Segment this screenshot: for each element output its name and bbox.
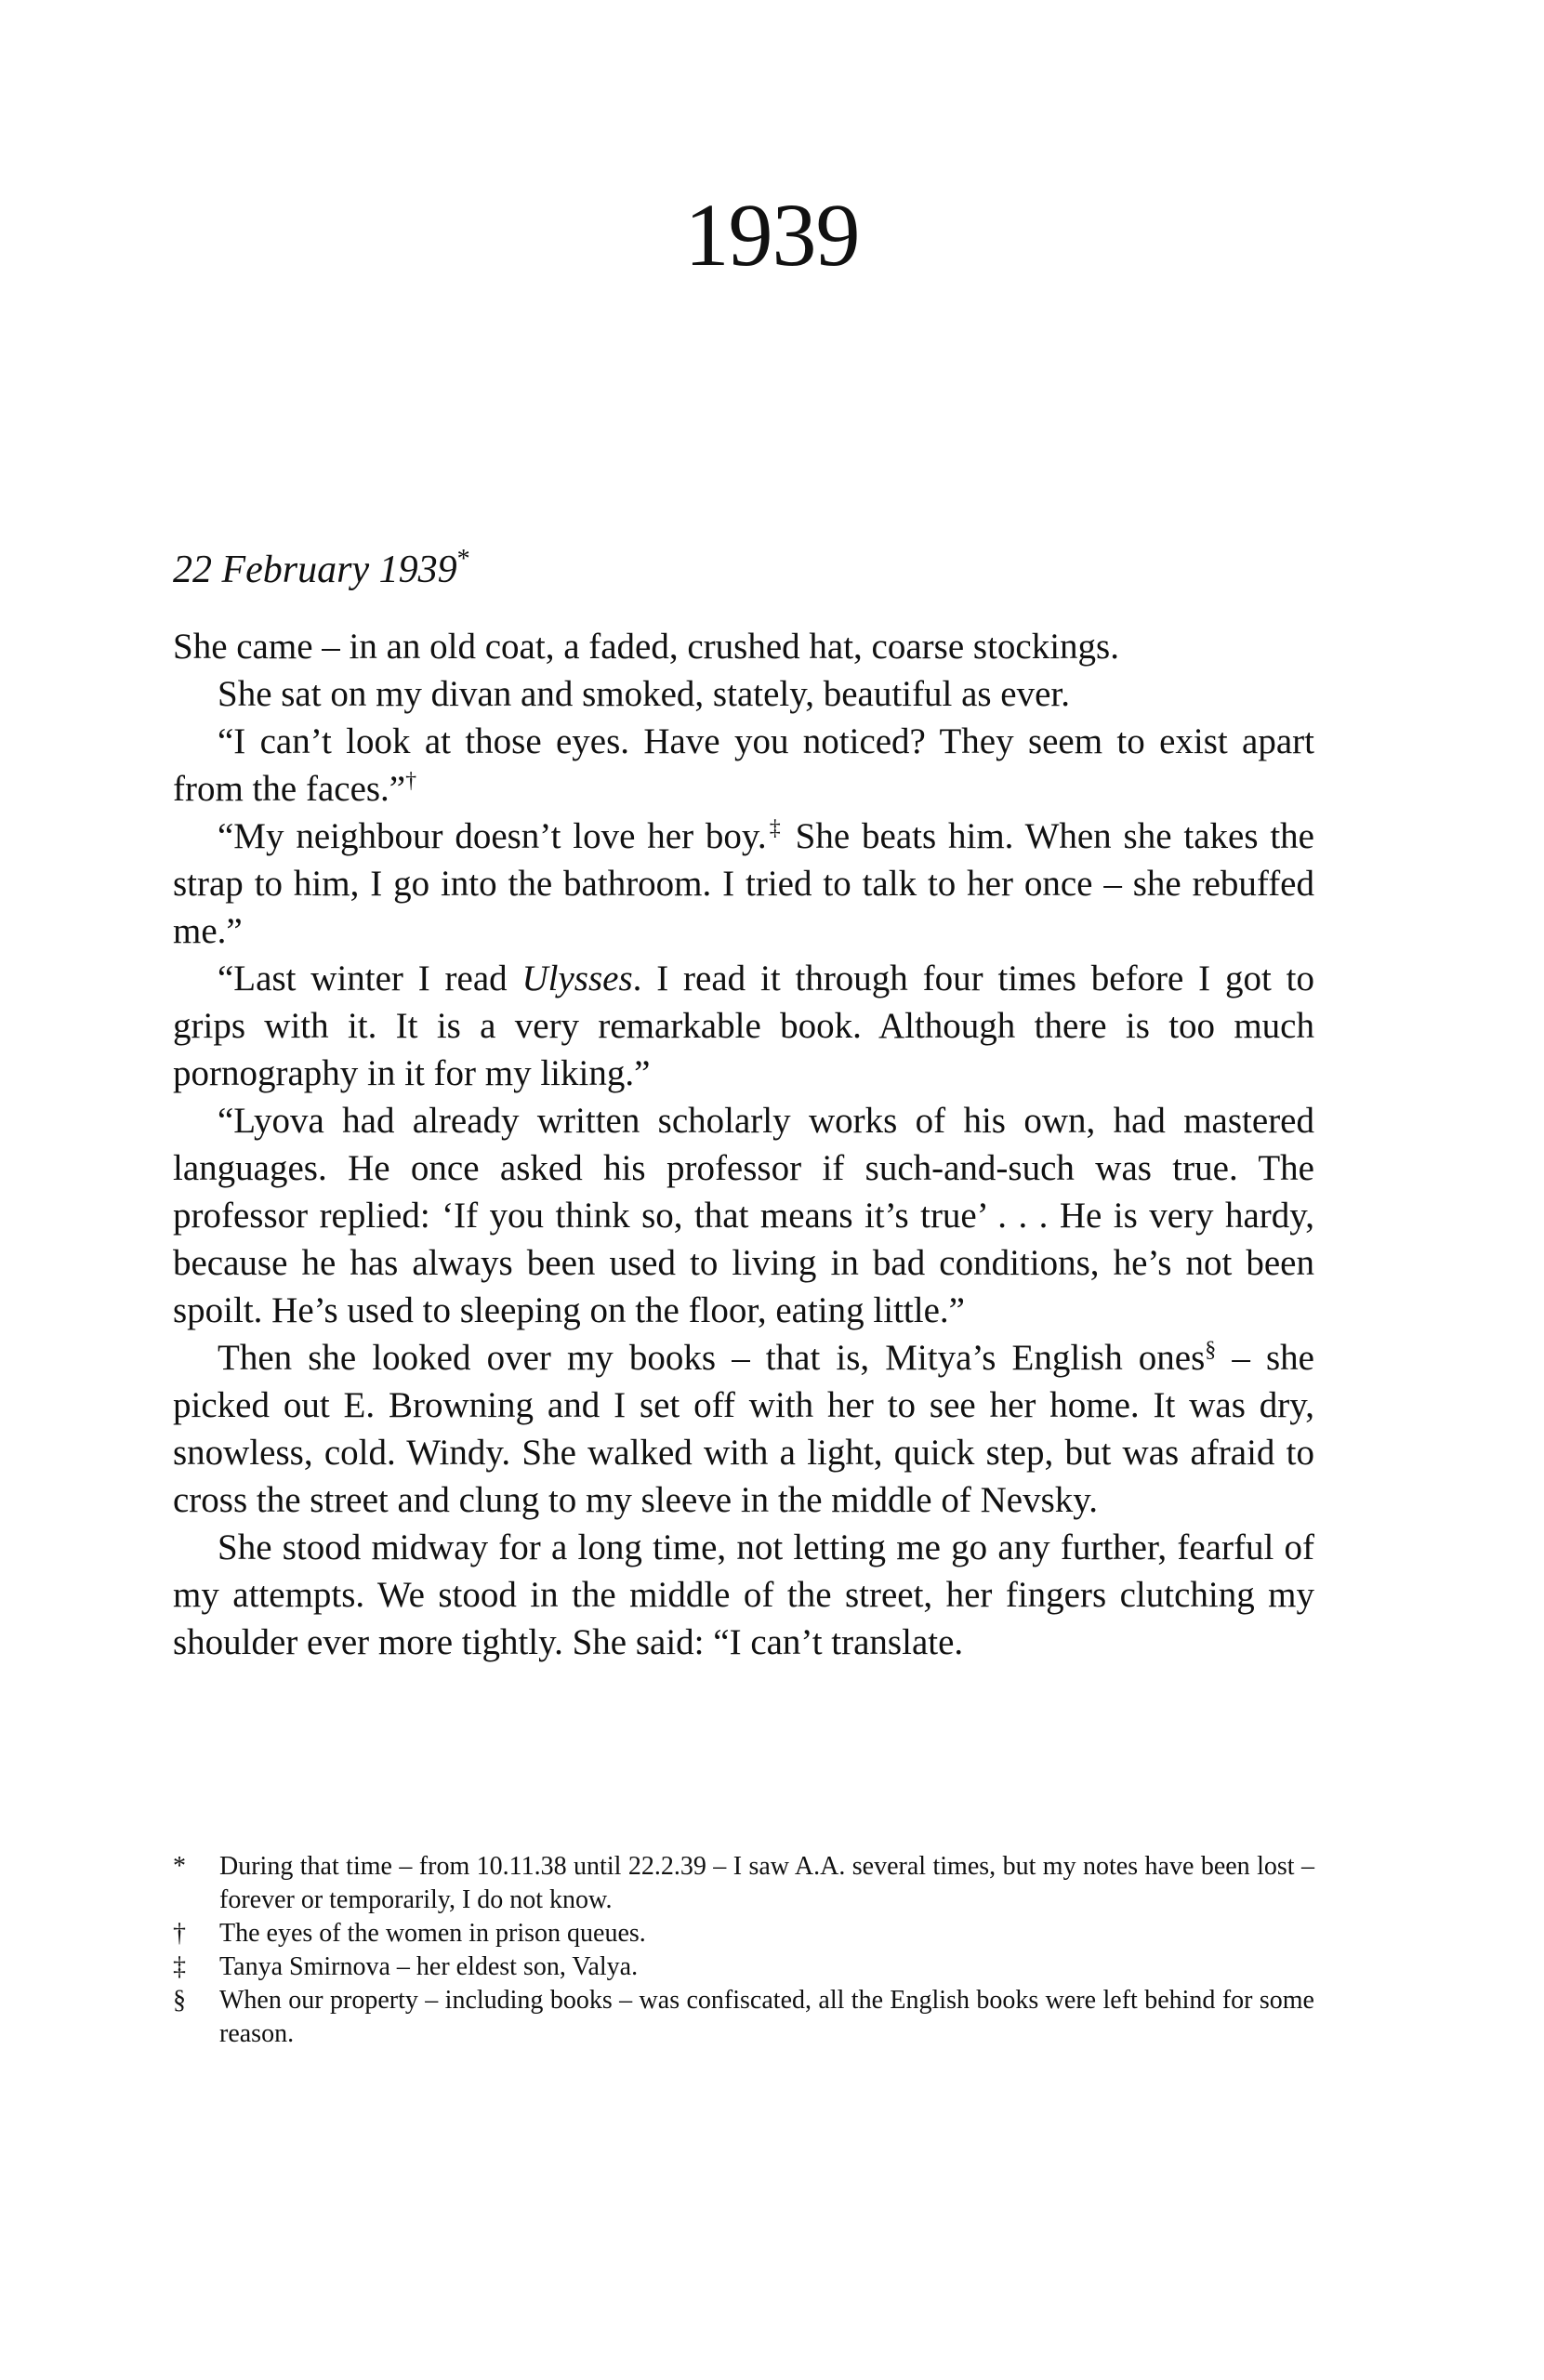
- chapter-year-heading: 1939: [684, 185, 860, 284]
- paragraph-7-text-a: Then she looked over my books – that is, Mitya’s English ones: [218, 1338, 1206, 1378]
- paragraph-6: “Lyova had already written scholarly works of his own, had mastered languages. He once asked his professor if such-and-such was true. The professor replied: ‘If you think so, that means it’s true’ . . . He is very hardy, because he has always been used to living in bad conditions, he’s not been spoilt. He’s used to sleeping on the floor, eating little.”: [173, 1101, 1314, 1330]
- footnote-2: [173, 1917, 1314, 1950]
- footnote-4-text: When our property – including books – was confiscated, all the English books were left behind for some reason.: [219, 1986, 1314, 2048]
- footnote-ref-double-dagger: ‡: [766, 816, 784, 840]
- book-title-ulysses: Ulysses: [521, 959, 633, 998]
- paragraph-7: [173, 1334, 1314, 1524]
- footnote-1: [173, 1850, 1314, 1917]
- paragraph-4: [173, 813, 1314, 955]
- entry-date: 22 February 1939: [173, 549, 457, 591]
- footnote-ref-dagger: †: [405, 769, 417, 793]
- paragraph-5-text-b: . I read it through four times before I got to grips with it. It is a very remarkable book. Although there is too much pornography in it for my liking.”: [173, 959, 1314, 1093]
- paragraph-2: She sat on my divan and smoked, stately, beautiful as ever.: [218, 674, 1071, 714]
- footnote-1-mark: *: [173, 1852, 186, 1881]
- body-text: [173, 623, 1314, 1666]
- footnote-3-text: Tanya Smirnova – her eldest son, Valya.: [219, 1952, 639, 1981]
- paragraph-7-text-b: – she picked out E. Browning and I set off with her to see her home. It was dry, snowless, cold. Windy. She walked with a light, quick step, but was afraid to cross the street and clung to my sleeve in the middle of Nevsky.: [173, 1338, 1314, 1520]
- footnote-2-mark: †: [173, 1919, 186, 1948]
- paragraph-8: She stood midway for a long time, not letting me go any further, fearful of my attempts. We stood in the middle of the street, her fingers clutching my shoulder ever more tightly. She said: “I can’t translate.: [173, 1527, 1314, 1662]
- entry-date-footnote-mark: *: [456, 545, 470, 574]
- paragraph-4-text-a: “My neighbour doesn’t love her boy.: [218, 816, 767, 856]
- paragraph-5: [173, 955, 1314, 1097]
- footnote-4-mark: §: [173, 1986, 186, 2015]
- paragraph-5-text-a: “Last winter I read: [218, 959, 522, 998]
- footnote-4: [173, 1984, 1314, 2051]
- paragraph-4-text-b: She beats him. When she takes the strap to him, I go into the bathroom. I tried to talk to her once – she rebuffed me.”: [173, 816, 1314, 951]
- footnote-3-mark: ‡: [173, 1952, 186, 1981]
- footnote-3: [173, 1950, 1314, 1984]
- footnotes: [173, 1850, 1314, 2051]
- entry-date-heading: [173, 544, 470, 593]
- paragraph-1: She came – in an old coat, a faded, crushed hat, coarse stockings.: [173, 627, 1119, 667]
- paragraph-3: [173, 718, 1314, 813]
- footnote-ref-section: §: [1205, 1338, 1217, 1362]
- paragraph-3-text: “I can’t look at those eyes. Have you noticed? They seem to exist apart from the faces.”: [173, 721, 1314, 809]
- footnote-1-text: During that time – from 10.11.38 until 22.2.39 – I saw A.A. several times, but my notes have been lost – forever or temporarily, I do not know.: [219, 1852, 1314, 1914]
- footnote-2-text: The eyes of the women in prison queues.: [219, 1919, 646, 1948]
